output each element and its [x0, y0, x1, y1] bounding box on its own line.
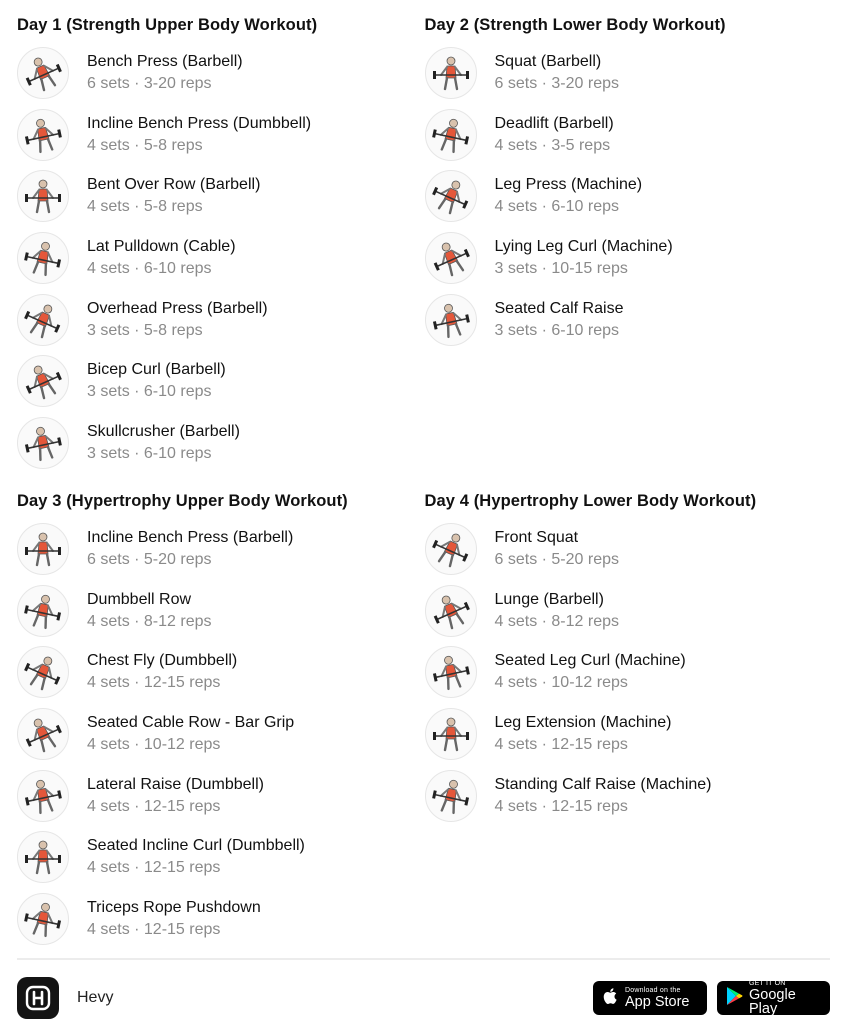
exercise-name: Deadlift (Barbell) [494, 114, 614, 132]
workout-grid [17, 10, 832, 956]
exercise-sets-reps: 6 sets · 3-20 reps [494, 74, 619, 92]
exercise-sets-reps: 6 sets · 3-20 reps [87, 74, 212, 92]
exercise-item[interactable] [17, 888, 425, 950]
brand-name: Hevy [77, 989, 114, 1006]
google-play-small-text: GET IT ON [749, 979, 786, 987]
exercise-item[interactable] [17, 104, 425, 166]
day-title: Day 2 (Strength Lower Body Workout) [424, 16, 726, 34]
exercise-name: Skullcrusher (Barbell) [87, 422, 240, 440]
exercise-sets-reps: 4 sets · 3-5 reps [494, 136, 611, 154]
standing-calf-raise-icon [425, 770, 477, 822]
triceps-pushdown-icon [17, 893, 69, 945]
exercise-sets-reps: 3 sets · 5-8 reps [87, 321, 203, 339]
exercise-name: Leg Extension (Machine) [494, 713, 672, 731]
exercise-name: Seated Calf Raise [494, 299, 624, 317]
app-store-label: App Store [625, 993, 690, 1010]
day-4 [425, 486, 833, 956]
incline-curl-icon [17, 831, 69, 883]
bench-press-icon [17, 47, 69, 99]
exercise-sets-reps: 3 sets · 6-10 reps [494, 321, 619, 339]
exercise-name: Squat (Barbell) [494, 52, 602, 70]
exercise-name: Bench Press (Barbell) [87, 52, 243, 70]
footer [17, 975, 830, 1021]
exercise-item[interactable] [425, 518, 833, 580]
exercise-item[interactable] [425, 42, 833, 104]
exercise-sets-reps: 4 sets · 8-12 reps [87, 612, 212, 630]
bicep-curl-icon [17, 355, 69, 407]
leg-press-icon [425, 170, 477, 222]
exercise-item[interactable] [425, 104, 833, 166]
incline-bench-press-icon [17, 523, 69, 575]
exercise-name: Lunge (Barbell) [494, 590, 604, 608]
exercise-item[interactable] [17, 518, 425, 580]
exercise-sets-reps: 3 sets · 6-10 reps [87, 383, 212, 401]
exercise-name: Triceps Rope Pushdown [87, 898, 261, 916]
exercise-sets-reps: 4 sets · 5-8 reps [87, 136, 203, 154]
seated-leg-curl-icon [425, 646, 477, 698]
incline-bench-press-icon [17, 109, 69, 161]
exercise-sets-reps: 4 sets · 8-12 reps [494, 612, 619, 630]
exercise-item[interactable] [17, 350, 425, 412]
google-play-badge[interactable] [717, 981, 830, 1015]
squat-icon [425, 47, 477, 99]
days-row-top [17, 10, 832, 486]
bent-over-row-icon [17, 170, 69, 222]
exercise-sets-reps: 4 sets · 12-15 reps [87, 674, 221, 692]
exercise-sets-reps: 4 sets · 12-15 reps [87, 797, 221, 815]
exercise-name: Seated Incline Curl (Dumbbell) [87, 837, 305, 855]
exercise-name: Chest Fly (Dumbbell) [87, 652, 238, 670]
chest-fly-icon [17, 646, 69, 698]
exercise-item[interactable] [17, 641, 425, 703]
exercise-item[interactable] [17, 412, 425, 474]
exercise-sets-reps: 4 sets · 6-10 reps [494, 198, 619, 216]
exercise-name: Standing Calf Raise (Machine) [494, 775, 712, 793]
days-row-bottom [17, 486, 832, 956]
footer-divider [17, 958, 830, 960]
day-2 [425, 10, 833, 486]
exercise-name: Leg Press (Machine) [494, 176, 643, 194]
seated-cable-row-icon [17, 708, 69, 760]
exercise-sets-reps: 3 sets · 6-10 reps [87, 444, 212, 462]
front-squat-icon [425, 523, 477, 575]
exercise-sets-reps: 4 sets · 12-15 reps [87, 920, 221, 938]
day-3 [17, 486, 425, 956]
exercise-item[interactable] [17, 765, 425, 827]
skullcrusher-icon [17, 417, 69, 469]
lat-pulldown-icon [17, 232, 69, 284]
day-1 [17, 10, 425, 486]
exercise-item[interactable] [17, 165, 425, 227]
exercise-sets-reps: 6 sets · 5-20 reps [494, 550, 619, 568]
day-title: Day 4 (Hypertrophy Lower Body Workout) [424, 492, 757, 510]
overhead-press-icon [17, 294, 69, 346]
dumbbell-row-icon [17, 585, 69, 637]
exercise-name: Lateral Raise (Dumbbell) [87, 775, 264, 793]
leg-extension-icon [425, 708, 477, 760]
exercise-item[interactable] [17, 227, 425, 289]
app-store-badge[interactable] [593, 981, 707, 1015]
app-store-small-text: Download on the [625, 986, 681, 994]
exercise-name: Lying Leg Curl (Machine) [494, 237, 673, 255]
lunge-icon [425, 585, 477, 637]
exercise-name: Front Squat [494, 528, 579, 546]
exercise-sets-reps: 3 sets · 10-15 reps [494, 259, 628, 277]
exercise-sets-reps: 4 sets · 12-15 reps [494, 735, 628, 753]
exercise-name: Lat Pulldown (Cable) [87, 237, 236, 255]
exercise-sets-reps: 4 sets · 12-15 reps [87, 859, 221, 877]
exercise-item[interactable] [425, 165, 833, 227]
google-play-label: Google Play [749, 986, 796, 1017]
exercise-item[interactable] [17, 580, 425, 642]
exercise-name: Bent Over Row (Barbell) [87, 176, 261, 194]
exercise-item[interactable] [425, 703, 833, 765]
exercise-item[interactable] [17, 703, 425, 765]
hevy-logo-icon[interactable] [17, 977, 59, 1019]
exercise-list [425, 42, 833, 350]
day-title: Day 3 (Hypertrophy Upper Body Workout) [17, 492, 348, 510]
exercise-name: Seated Cable Row - Bar Grip [87, 713, 295, 731]
lateral-raise-icon [17, 770, 69, 822]
exercise-name: Bicep Curl (Barbell) [87, 361, 226, 379]
exercise-list [17, 518, 425, 950]
deadlift-icon [425, 109, 477, 161]
exercise-sets-reps: 4 sets · 5-8 reps [87, 198, 203, 216]
exercise-item[interactable] [17, 289, 425, 351]
exercise-item[interactable] [17, 826, 425, 888]
exercise-item[interactable] [425, 641, 833, 703]
exercise-sets-reps: 4 sets · 12-15 reps [494, 797, 628, 815]
exercise-name: Dumbbell Row [87, 590, 192, 608]
exercise-sets-reps: 4 sets · 6-10 reps [87, 259, 212, 277]
day-title: Day 1 (Strength Upper Body Workout) [17, 16, 318, 34]
google-play-icon [725, 986, 743, 1011]
exercise-item[interactable] [425, 580, 833, 642]
exercise-item[interactable] [425, 765, 833, 827]
apple-icon [601, 986, 619, 1011]
exercise-item[interactable] [425, 227, 833, 289]
lying-leg-curl-icon [425, 232, 477, 284]
exercise-name: Incline Bench Press (Barbell) [87, 528, 294, 546]
exercise-item[interactable] [17, 42, 425, 104]
exercise-name: Seated Leg Curl (Machine) [494, 652, 686, 670]
exercise-item[interactable] [425, 289, 833, 351]
exercise-list [17, 42, 425, 474]
exercise-sets-reps: 4 sets · 10-12 reps [494, 674, 628, 692]
seated-calf-raise-icon [425, 294, 477, 346]
exercise-name: Incline Bench Press (Dumbbell) [87, 114, 312, 132]
exercise-sets-reps: 4 sets · 10-12 reps [87, 735, 221, 753]
exercise-name: Overhead Press (Barbell) [87, 299, 268, 317]
exercise-sets-reps: 6 sets · 5-20 reps [87, 550, 212, 568]
exercise-list [425, 518, 833, 826]
